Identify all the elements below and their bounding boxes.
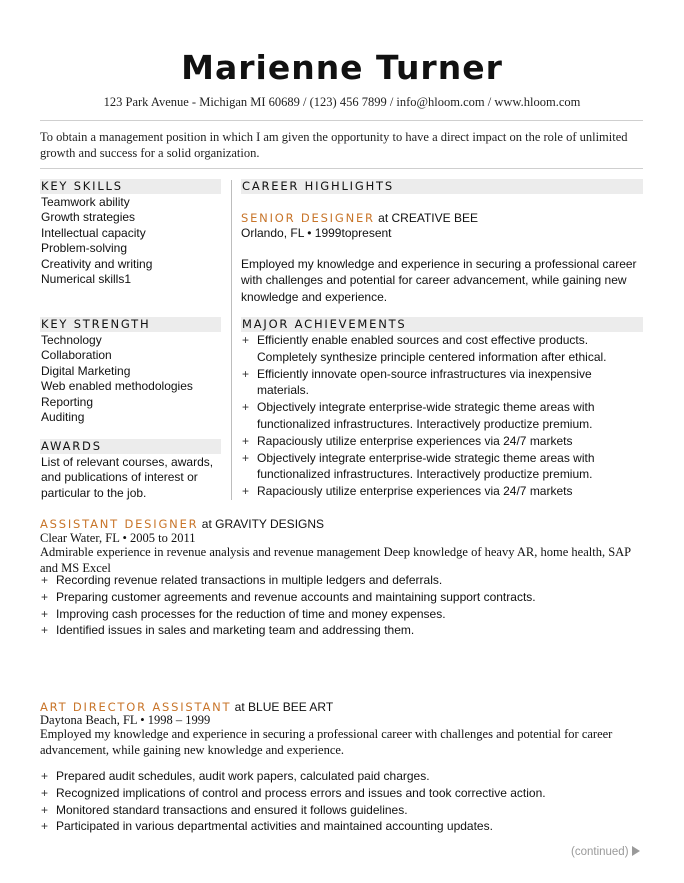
divider-top xyxy=(40,120,643,121)
list-item: Web enabled methodologies xyxy=(41,379,193,394)
list-item: Creativity and writing xyxy=(41,256,153,271)
career-highlights-heading: CAREER HIGHLIGHTS xyxy=(241,179,643,194)
list-item: Teamwork ability xyxy=(41,195,130,209)
continued-indicator xyxy=(571,846,640,858)
list-item: Collaboration xyxy=(41,348,112,363)
play-arrow-icon xyxy=(632,846,640,856)
job-title: ART DIRECTOR ASSISTANT xyxy=(40,700,232,714)
list-item: + Improving cash processes for the reduction of time and money expenses. xyxy=(41,606,644,623)
job-company: at CREATIVE BEE xyxy=(374,211,478,225)
list-item: Digital Marketing xyxy=(41,363,131,378)
career-summary: Employed my knowledge and experience in securing a professional career with challenges and potential for career advancement, while gaining new knowledge and experience. xyxy=(241,257,637,304)
achievements-list xyxy=(242,332,644,500)
list-item: + Preparing customer agreements and revenue accounts and maintaining support contracts. xyxy=(41,589,644,606)
job-summary: Admirable experience in revenue analysis and revenue management Deep knowledge of heavy AR, home health, SAP and MS Excel xyxy=(40,545,631,575)
list-item: Reporting xyxy=(41,394,94,409)
list-item: + Identified issues in sales and marketing team and addressing them. xyxy=(41,622,644,639)
key-strength-heading: KEY STRENGTH xyxy=(40,317,221,332)
job-location: Daytona Beach, FL • 1998 – 1999 xyxy=(40,713,211,727)
job-location: Clear Water, FL • 2005 to 2011 xyxy=(40,531,196,545)
awards-text: List of relevant courses, awards, and publications of interest or particular to the job. xyxy=(41,455,214,500)
list-item: + Objectively integrate enterprise-wide strategic theme areas with functionalized infrastructures. Interactively productize premium. xyxy=(242,399,644,433)
list-item: + Objectively integrate enterprise-wide strategic theme areas with functionalized infrastructures. Interactively productize premium. xyxy=(242,450,644,484)
contact-info: 123 Park Avenue - Michigan MI 60689 / (123) 456 7899 / info@hloom.com / www.hloom.com xyxy=(103,95,581,109)
list-item: + Recording revenue related transactions in multiple ledgers and deferrals. xyxy=(41,572,644,589)
divider-objective xyxy=(40,168,643,169)
list-item: Problem-solving xyxy=(41,241,128,256)
job-company: at GRAVITY DESIGNS xyxy=(198,517,325,531)
list-item: + Efficiently innovate open-source infrastructures via inexpensive materials. xyxy=(242,366,644,400)
list-item: + Rapaciously utilize enterprise experiences via 24/7 markets xyxy=(242,433,644,450)
objective-statement: To obtain a management position in which I am given the opportunity to have a direct impact on the role of unlimited growth and success for a solid organization. xyxy=(40,130,628,160)
list-item: + Participated in various departmental activities and maintained accounting updates. xyxy=(41,818,644,835)
key-skills-list xyxy=(41,195,221,287)
list-item: Numerical skills1 xyxy=(41,272,132,287)
list-item: + Monitored standard transactions and ensured it follows guidelines. xyxy=(41,802,644,819)
continued-label: (continued) xyxy=(571,846,629,858)
list-item: + Recognized implications of control and process errors and issues and took corrective action. xyxy=(41,785,644,802)
list-item: + Efficiently enable enabled sources and cost effective products. Completely synthesize principle centered information after ethical. xyxy=(242,332,644,366)
job-title: ASSISTANT DESIGNER xyxy=(40,517,199,531)
list-item: + Prepared audit schedules, audit work papers, calculated paid charges. xyxy=(41,768,644,785)
list-item: Technology xyxy=(41,333,102,347)
assistant-designer-duties xyxy=(41,572,644,639)
job-summary: Employed my knowledge and experience in securing a professional career with challenges and potential for career advancement, while gaining new knowledge and experience. xyxy=(40,727,613,757)
candidate-name: Marienne Turner xyxy=(181,48,503,87)
art-director-duties xyxy=(41,768,644,835)
job-location: Orlando, FL • 1999topresent xyxy=(241,226,392,240)
major-achievements-heading: MAJOR ACHIEVEMENTS xyxy=(241,317,643,332)
job-company: at BLUE BEE ART xyxy=(231,700,334,714)
key-strength-list xyxy=(41,333,221,425)
awards-heading: AWARDS xyxy=(40,439,221,454)
list-item: Intellectual capacity xyxy=(41,225,146,240)
key-skills-heading: KEY SKILLS xyxy=(40,179,221,194)
job-title: SENIOR DESIGNER xyxy=(241,211,375,225)
list-item: + Rapaciously utilize enterprise experiences via 24/7 markets xyxy=(242,483,644,500)
column-divider xyxy=(231,180,232,500)
list-item: Growth strategies xyxy=(41,210,136,225)
list-item: Auditing xyxy=(41,410,85,425)
